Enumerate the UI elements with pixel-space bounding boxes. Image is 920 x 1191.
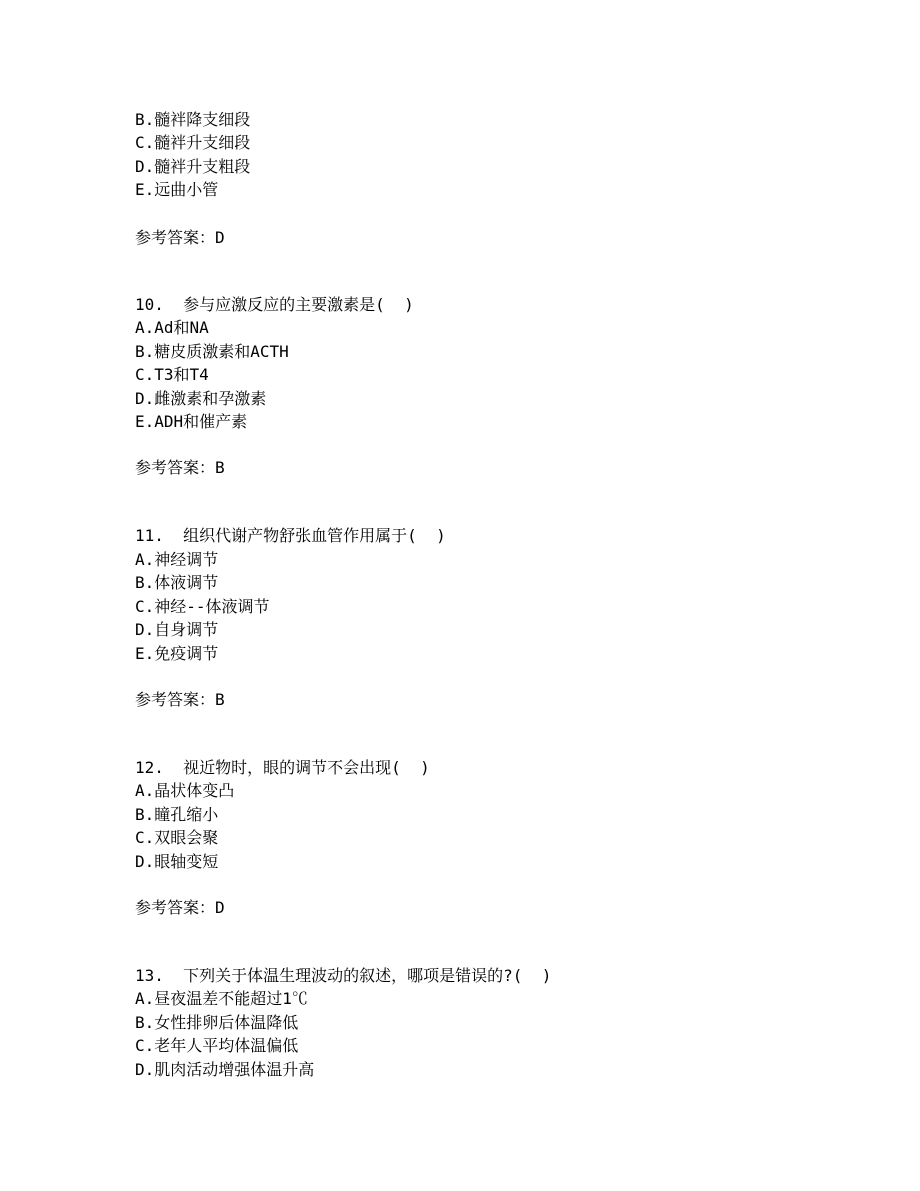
q12-option-c: C.双眼会聚 <box>135 828 219 847</box>
q13-option-c: C.老年人平均体温偏低 <box>135 1036 299 1055</box>
q9-option-c: C.髓袢升支细段 <box>135 133 251 152</box>
q12-answer: 参考答案：D <box>135 898 225 917</box>
q9-option-b: B.髓袢降支细段 <box>135 110 251 129</box>
q9-option-d: D.髓袢升支粗段 <box>135 157 251 176</box>
q12-option-a: A.晶状体变凸 <box>135 781 235 800</box>
q13-option-a: A.昼夜温差不能超过1℃ <box>135 989 308 1008</box>
q11-answer: 参考答案：B <box>135 690 225 709</box>
q13-question: 13. 下列关于体温生理波动的叙述，哪项是错误的?( ) <box>135 966 552 985</box>
q10-option-b: B.糖皮质激素和ACTH <box>135 342 289 361</box>
q10-answer: 参考答案：B <box>135 458 225 477</box>
q9-option-e: E.远曲小管 <box>135 180 219 199</box>
q9-answer: 参考答案：D <box>135 228 225 247</box>
q10-option-e: E.ADH和催产素 <box>135 412 248 431</box>
q12-option-d: D.眼轴变短 <box>135 852 219 871</box>
q10-question: 10. 参与应激反应的主要激素是( ) <box>135 295 414 314</box>
q11-option-c: C.神经--体液调节 <box>135 597 270 616</box>
q10-option-d: D.雌激素和孕激素 <box>135 389 267 408</box>
q12-option-b: B.瞳孔缩小 <box>135 805 219 824</box>
q12-question: 12. 视近物时，眼的调节不会出现( ) <box>135 758 430 777</box>
q10-option-a: A.Ad和NA <box>135 318 209 337</box>
q11-option-a: A.神经调节 <box>135 550 219 569</box>
q11-question: 11. 组织代谢产物舒张血管作用属于( ) <box>135 526 446 545</box>
q10-option-c: C.T3和T4 <box>135 365 209 384</box>
q11-option-d: D.自身调节 <box>135 620 219 639</box>
q11-option-e: E.免疫调节 <box>135 644 219 663</box>
q11-option-b: B.体液调节 <box>135 573 219 592</box>
q13-option-b: B.女性排卵后体温降低 <box>135 1013 299 1032</box>
q13-option-d: D.肌肉活动增强体温升高 <box>135 1060 315 1079</box>
